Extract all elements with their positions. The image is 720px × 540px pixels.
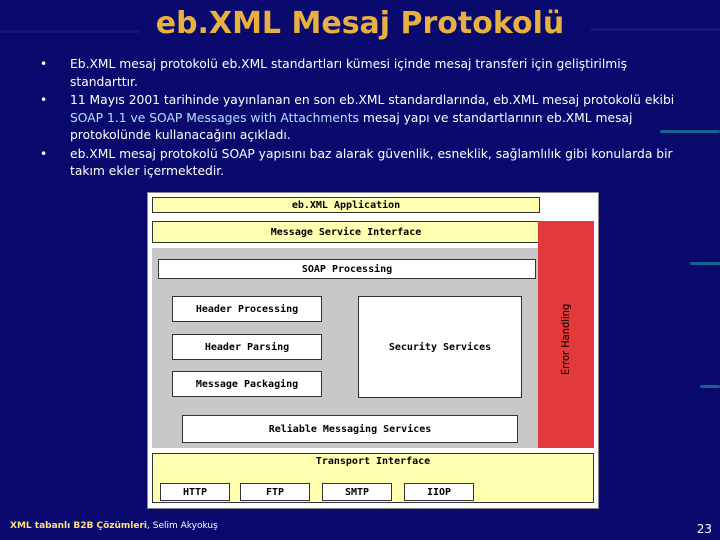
bullet-list <box>40 56 680 182</box>
transport-interface-box: Transport Interface <box>152 453 594 503</box>
ebxml-architecture-diagram <box>147 192 599 509</box>
bullet-highlight-text: SOAP 1.1 ve SOAP Messages with Attachments <box>70 110 359 125</box>
protocol-smtp-box: SMTP <box>322 483 392 501</box>
footer-author: , Selim Akyokuş <box>147 521 218 531</box>
bullet-item <box>40 146 680 181</box>
soap-processing-box: SOAP Processing <box>158 259 536 279</box>
footer-course: XML tabanlı B2B Çözümleri <box>10 521 148 531</box>
protocol-ftp-box: FTP <box>240 483 310 501</box>
protocol-http-box: HTTP <box>160 483 230 501</box>
bullet-dot: • <box>40 146 48 161</box>
ebxml-application-box: eb.XML Application <box>152 197 540 213</box>
header-parsing-box: Header Parsing <box>172 334 322 360</box>
message-service-interface-box: Message Service Interface <box>152 221 540 243</box>
page-number: 23 <box>696 522 712 536</box>
bullet-text: eb.XML mesaj protokolü SOAP yapısını baz alarak güvenlik, esneklik, sağlamlılık gibi konularda bir takım ekler içermektedir. <box>70 146 673 178</box>
protocol-iiop-box: IIOP <box>404 483 474 501</box>
reliable-messaging-box: Reliable Messaging Services <box>182 415 518 443</box>
security-services-box: Security Services <box>358 296 522 398</box>
error-handling-label: Error Handling <box>559 303 572 375</box>
slide-title: eb.XML Mesaj Protokolü <box>155 6 565 41</box>
bullet-dot: • <box>40 57 48 71</box>
bullet-dot: • <box>40 93 48 107</box>
bullet-text: Eb.XML mesaj protokolü eb.XML standartları kümesi içinde mesaj transferi için geliştirilmiş standarttır. <box>70 57 628 89</box>
bullet-text: 11 Mayıs 2001 tarihinde yayınlanan en son eb.XML standardlarında, eb.XML mesaj protokolü ekibi <box>70 93 675 107</box>
bullet-text: mesaj yapı ve standartlarının eb.XML mesaj protokolünde kullanacağını açıkladı. <box>70 110 633 142</box>
message-packaging-box: Message Packaging <box>172 371 322 397</box>
footer <box>10 521 218 531</box>
bullet-item <box>40 92 680 145</box>
background-streak <box>690 262 720 265</box>
bullet-item <box>40 56 680 91</box>
header-processing-box: Header Processing <box>172 296 322 322</box>
background-streak <box>700 385 720 388</box>
